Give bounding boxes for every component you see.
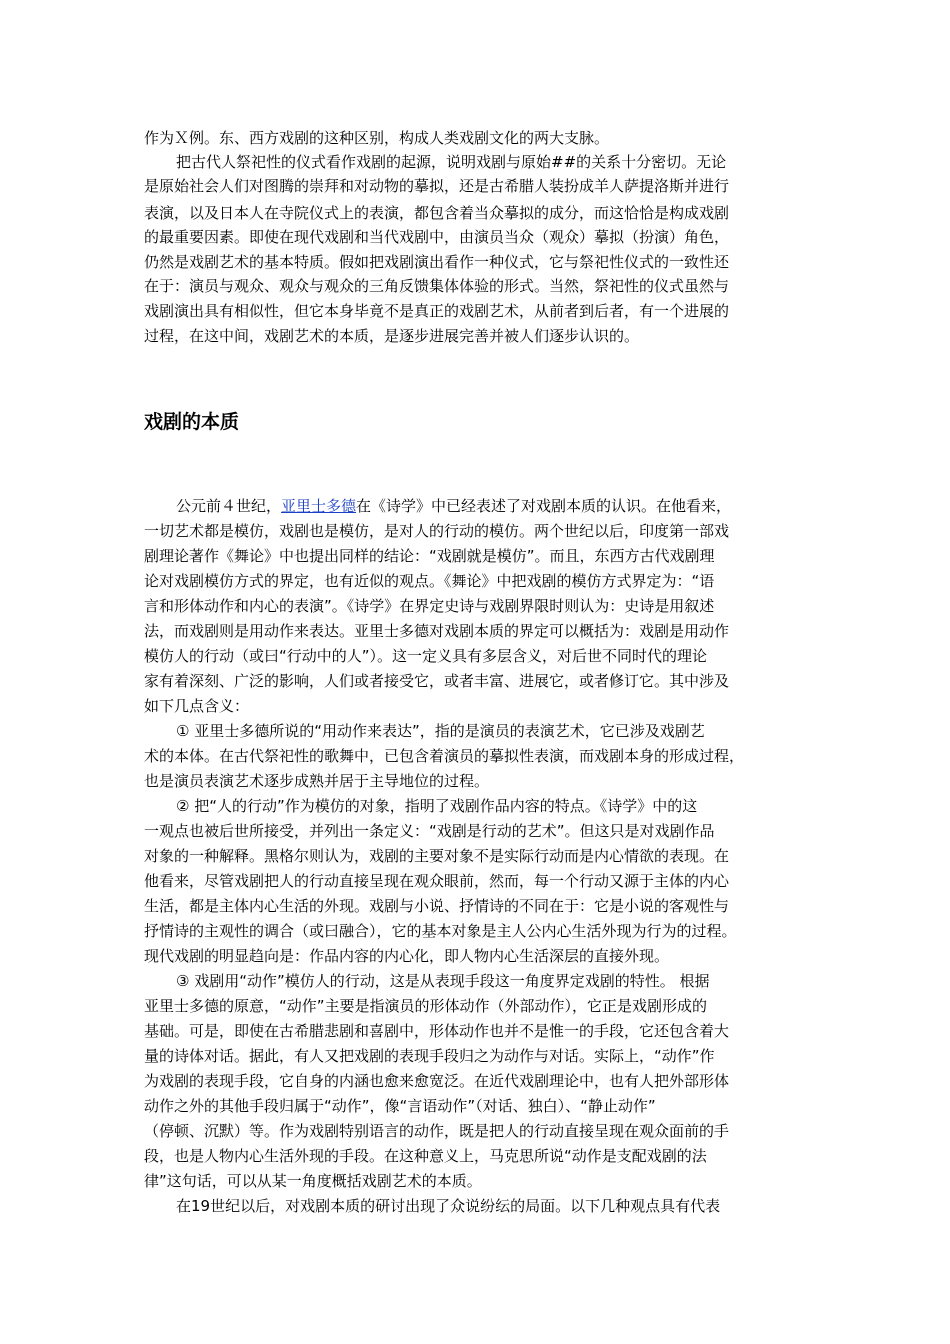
paragraph-line: ① 亚里士多德所说的“用动作来表达”，指的是演员的表演艺术，它已涉及戏剧艺 [176,722,705,740]
aristotle-link[interactable]: 亚里士多德 [281,497,357,515]
paragraph-line: 对象的一种解释。黑格尔则认为，戏剧的主要对象不是实际行动而是内心情欲的表现。在 [144,847,730,865]
paragraph-line: 抒情诗的主观性的调合（或曰融合），它的基本对象是主人公内心生活外现为行为的过程。 [144,922,737,940]
paragraph-line: 在于：演员与观众、观众与观众的三角反馈集体体验的形式。当然，祭祀性的仪式虽然与 [144,277,730,295]
paragraph-line: 仍然是戏剧艺术的基本特质。假如把戏剧演出看作一种仪式，它与祭祀性仪式的一致性还 [144,253,730,271]
paragraph-line: 如下几点含义： [144,697,250,715]
text-span: 在《诗学》中已经表述了对戏剧本质的认识。在他看来， [356,497,732,515]
paragraph-line: 生活，都是主体内心生活的外现。戏剧与小说、抒情诗的不同在于：它是小说的客观性与 [144,897,730,915]
text-span: 公元前４世纪， [176,497,282,515]
paragraph-line: 言和形体动作和内心的表演”。《诗学》在界定史诗与戏剧界限时则认为：史诗是用叙述 [144,597,715,615]
paragraph-line: 的最重要因素。即使在现代戏剧和当代戏剧中，由演员当众（观众）摹拟（扮演）角色， [144,228,730,246]
paragraph-line: （停顿、沉默）等。作为戏剧特别语言的动作，既是把人的行动直接呈现在观众面前的手 [144,1122,730,1140]
paragraph-line: 为戏剧的表现手段，它自身的内涵也愈来愈宽泛。在近代戏剧理论中，也有人把外部形体 [144,1072,730,1090]
paragraph-line: 现代戏剧的明显趋向是：作品内容的内心化，即人物内心生活深层的直接外现。 [144,947,670,965]
paragraph-line: 表演，以及日本人在寺院仪式上的表演，都包含着当众摹拟的成分，而这恰恰是构成戏剧 [144,204,730,222]
paragraph-line: 也是演员表演艺术逐步成熟并居于主导地位的过程。 [144,772,490,790]
paragraph-line: 量的诗体对话。据此，有人又把戏剧的表现手段归之为动作与对话。实际上，“动作”作 [144,1047,715,1065]
paragraph-line: 过程，在这中间，戏剧艺术的本质，是逐步进展完善并被人们逐步认识的。 [144,327,640,345]
paragraph-line: 作为Ｘ例。东、西方戏剧的这种区别，构成人类戏剧文化的两大支脉。 [144,129,610,147]
paragraph-line [176,494,731,518]
paragraph-line: 段，也是人物内心生活外现的手段。在这种意义上，马克思所说“动作是支配戏剧的法 [144,1147,707,1165]
paragraph-line: 术的本体。在古代祭祀性的歌舞中，已包含着演员的摹拟性表演，而戏剧本身的形成过程， [144,747,745,765]
paragraph-line: 一切艺术都是模仿，戏剧也是模仿，是对人的行动的模仿。两个世纪以后，印度第一部戏 [144,522,730,540]
paragraph-line: 在19世纪以后，对戏剧本质的研讨出现了众说纷纭的局面。以下几种观点具有代表 [176,1197,721,1215]
paragraph-line: 他看来，尽管戏剧把人的行动直接呈现在观众眼前，然而，每一个行动又源于主体的内心 [144,872,730,890]
paragraph-line: 剧理论著作《舞论》中也提出同样的结论：“戏剧就是模仿”。而且，东西方古代戏剧理 [144,547,715,565]
paragraph-line: 法，而戏剧则是用动作来表达。亚里士多德对戏剧本质的界定可以概括为：戏剧是用动作 [144,622,730,640]
paragraph-line: 基础。可是，即使在古希腊悲剧和喜剧中，形体动作也并不是惟一的手段，它还包含着大 [144,1022,730,1040]
paragraph-line: 模仿人的行动（或曰“行动中的人”）。这一定义具有多层含义，对后世不同时代的理论 [144,647,708,665]
paragraph-line: 亚里士多德的原意，“动作”主要是指演员的形体动作（外部动作），它正是戏剧形成的 [144,997,708,1015]
paragraph-line: 律”这句话，可以从某一角度概括戏剧艺术的本质。 [144,1172,482,1190]
section-heading: 戏剧的本质 [144,411,240,433]
paragraph-line: ③ 戏剧用“动作”模仿人的行动，这是从表现手段这一角度界定戏剧的特性。 根据 [176,972,710,990]
paragraph-line: 家有着深刻、广泛的影响，人们或者接受它，或者丰富、进展它，或者修订它。其中涉及 [144,672,730,690]
paragraph-line: ② 把“人的行动”作为模仿的对象，指明了戏剧作品内容的特点。《诗学》中的这 [176,797,698,815]
paragraph-line: 是原始社会人们对图腾的崇拜和对动物的摹拟，还是古希腊人装扮成羊人萨提洛斯并进行 [144,177,730,195]
paragraph-line: 把古代人祭祀性的仪式看作戏剧的起源，说明戏剧与原始##的关系十分密切。无论 [176,153,727,171]
paragraph-line: 论对戏剧模仿方式的界定，也有近似的观点。《舞论》中把戏剧的模仿方式界定为：“语 [144,572,715,590]
paragraph-line: 一观点也被后世所接受，并列出一条定义：“戏剧是行动的艺术”。但这只是对戏剧作品 [144,822,715,840]
paragraph-line: 动作之外的其他手段归属于“动作”，像“言语动作”（对话、独白）、“静止动作” [144,1097,656,1115]
paragraph-line: 戏剧演出具有相似性，但它本身毕竟不是真正的戏剧艺术，从前者到后者，有一个进展的 [144,302,730,320]
